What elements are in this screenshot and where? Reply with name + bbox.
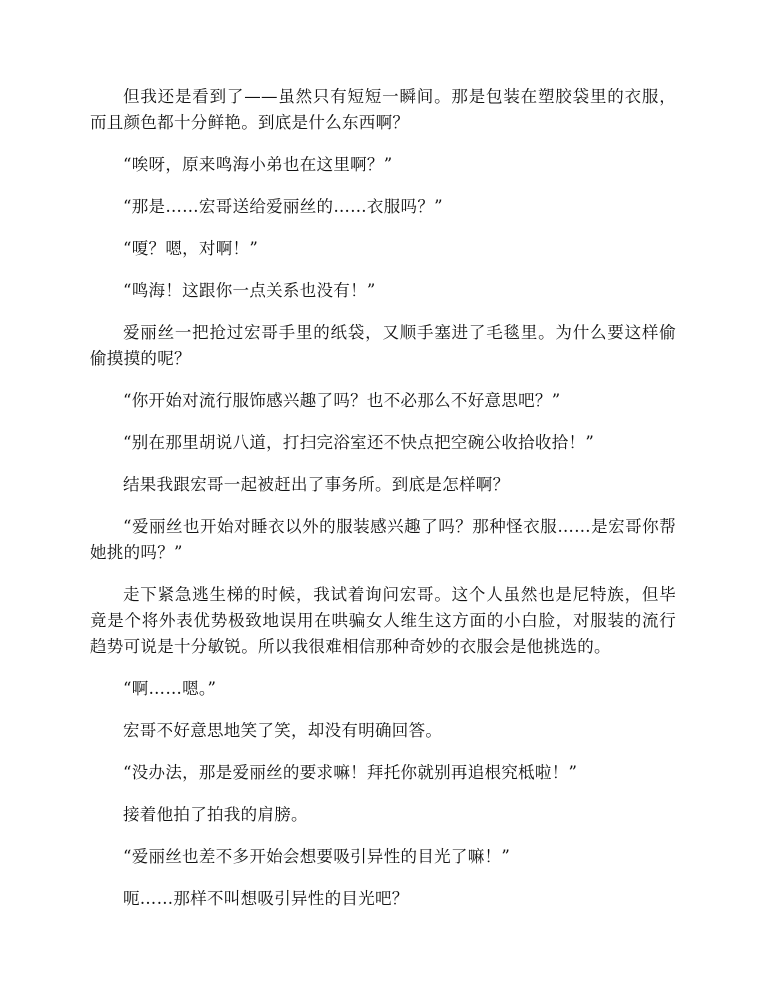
paragraph: 宏哥不好意思地笑了笑，却没有明确回答。 bbox=[123, 721, 443, 740]
paragraph: “嗄？嗯，对啊！” bbox=[123, 239, 259, 258]
paragraph: “你开始对流行服饰感兴趣了吗？也不必那么不好意思吧？” bbox=[123, 391, 561, 410]
paragraph: “别在那里胡说八道，打扫完浴室还不快点把空碗公收拾收拾！” bbox=[123, 433, 595, 452]
paragraph: “鸣海！这跟你一点关系也没有！” bbox=[123, 281, 376, 300]
paragraph: 走下紧急逃生梯的时候，我试着询问宏哥。这个人虽然也是尼特族，但毕竟是个将外表优势极致地误用在哄骗女人维生这方面的小白脸，对服装的流行趋势可说是十分敏锐。所以我很难相信那种奇妙的衣服会是他挑选的。 bbox=[90, 585, 676, 656]
paragraph: “唉呀，原来鸣海小弟也在这里啊？” bbox=[123, 155, 393, 174]
paragraph: “啊……嗯。” bbox=[123, 679, 217, 698]
paragraph: “爱丽丝也差不多开始会想要吸引异性的目光了嘛！” bbox=[123, 847, 511, 866]
paragraph: “没办法，那是爱丽丝的要求嘛！拜托你就别再追根究柢啦！” bbox=[123, 763, 578, 782]
paragraph: “那是……宏哥送给爱丽丝的……衣服吗？” bbox=[123, 197, 443, 216]
body-text bbox=[90, 84, 676, 928]
paragraph: 爱丽丝一把抢过宏哥手里的纸袋，又顺手塞进了毛毯里。为什么要这样偷偷摸摸的呢？ bbox=[90, 323, 676, 368]
paragraph: 结果我跟宏哥一起被赶出了事务所。到底是怎样啊？ bbox=[123, 475, 510, 494]
paragraph: “爱丽丝也开始对睡衣以外的服装感兴趣了吗？那种怪衣服……是宏哥你帮她挑的吗？” bbox=[90, 517, 676, 562]
paragraph: 但我还是看到了——虽然只有短短一瞬间。那是包装在塑胶袋里的衣服，而且颜色都十分鲜艳。到底是什么东西啊？ bbox=[90, 87, 676, 132]
paragraph: 呃……那样不叫想吸引异性的目光吧？ bbox=[123, 889, 409, 908]
paragraph: 接着他拍了拍我的肩膀。 bbox=[123, 805, 308, 824]
